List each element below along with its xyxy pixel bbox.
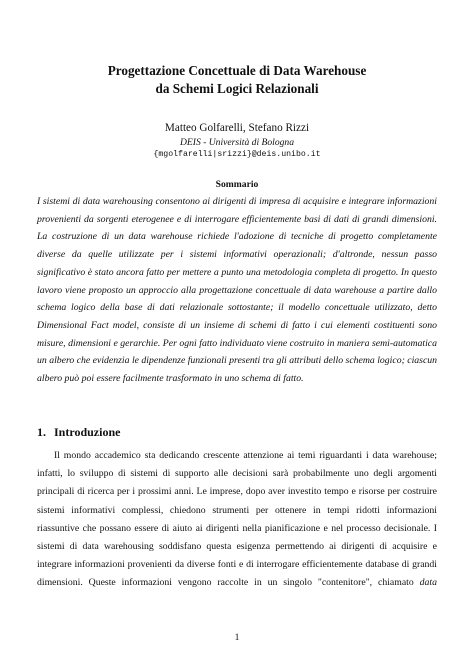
affiliation: DEIS - Università di Bologna: [179, 137, 295, 148]
abstract-text: [37, 193, 437, 388]
abstract-heading: Sommario: [215, 179, 259, 190]
section-title: Introduzione: [54, 425, 121, 439]
author-emails: {mgolfarelli|srizzi}@deis.unibo.it: [153, 150, 321, 159]
body-line: sistemi di data warehousing soddisfano questa esigenza permettendo ai dirigenti di acquisire e: [37, 541, 437, 553]
section-heading: [37, 425, 120, 439]
abstract-line: lavoro viene proposto un approccio alla progettazione concettuale di data warehouse a partire dallo: [37, 284, 437, 296]
authors: Matteo Golfarelli, Stefano Rizzi: [164, 122, 310, 134]
page-number: 1: [234, 632, 240, 643]
body-line: infatti, lo sviluppo di sistemi di supporto alle decisioni sarà probabilmente uno degli argomenti: [37, 468, 437, 480]
abstract-line: un albero che evidenzia le dipendenze funzionali presenti tra gli attributi dello schema logico; ciascun: [37, 355, 438, 367]
body-line: riassuntive che possano essere di aiuto ai dirigenti nella pianificazione e nel processo decisionale. I: [37, 522, 437, 534]
abstract-line: misure, dimensioni e gerarchie. Per ogni fatto individuato viene costruito in maniera semi-automatica: [37, 337, 437, 349]
body-line-last: [37, 574, 437, 592]
abstract-line: I sistemi di data warehousing consentono ai dirigenti di impresa di acquisire e integrare informazioni: [37, 196, 437, 207]
body-italic-word: data: [419, 577, 437, 589]
abstract-line: La costruzione di un data warehouse richiede l'adozione di tecniche di progetto completamente: [37, 231, 437, 243]
body-line: integrare informazioni provenienti da diverse fonti e di interrogare efficientemente database di grandi: [37, 559, 437, 571]
abstract-line: albero può poi essere facilmente trasformato in uno schema di fatto.: [37, 373, 304, 385]
abstract-line: schema logico della base di dati relazionale sottostante; il modello concettuale utilizzato, detto: [37, 302, 437, 314]
abstract-line: Dimensional Fact model, consiste di un insieme di schemi di fatto i cui elementi costituenti sono: [37, 319, 437, 331]
section-number: 1.: [37, 425, 46, 439]
abstract-line: significativo è stato ancora fatto per mettere a punto una metodologia completa di progetto. In questo: [37, 266, 437, 278]
title-line-1: Progettazione Concettuale di Data Warehouse: [107, 63, 367, 78]
body-line: principali di ricerca per i prossimi anni. Le imprese, dopo aver investito tempo e risorse per costruire: [37, 486, 437, 498]
section-body: [37, 447, 437, 593]
title-line-2: da Schemi Logici Relazionali: [155, 81, 319, 96]
body-line-text: dimensioni. Queste informazioni vengono raccolte in un singolo "contenitore", chiamato: [37, 577, 414, 589]
body-line: Il mondo accademico sta dedicando crescente attenzione ai temi riguardanti i data warehouse;: [54, 450, 437, 461]
body-line: sistemi informativi complessi, chiedono strumenti per ottenere in tempi ridotti informazioni: [37, 504, 437, 516]
paper-title: [0, 62, 474, 98]
abstract-line: provenienti da sorgenti eterogenee e di interrogare efficientemente basi di dati di grandi dimensioni.: [37, 213, 437, 225]
abstract-line: diverse da quelle utilizzate per i sistemi informativi operazionali; d'altronde, nessun passo: [37, 249, 437, 261]
